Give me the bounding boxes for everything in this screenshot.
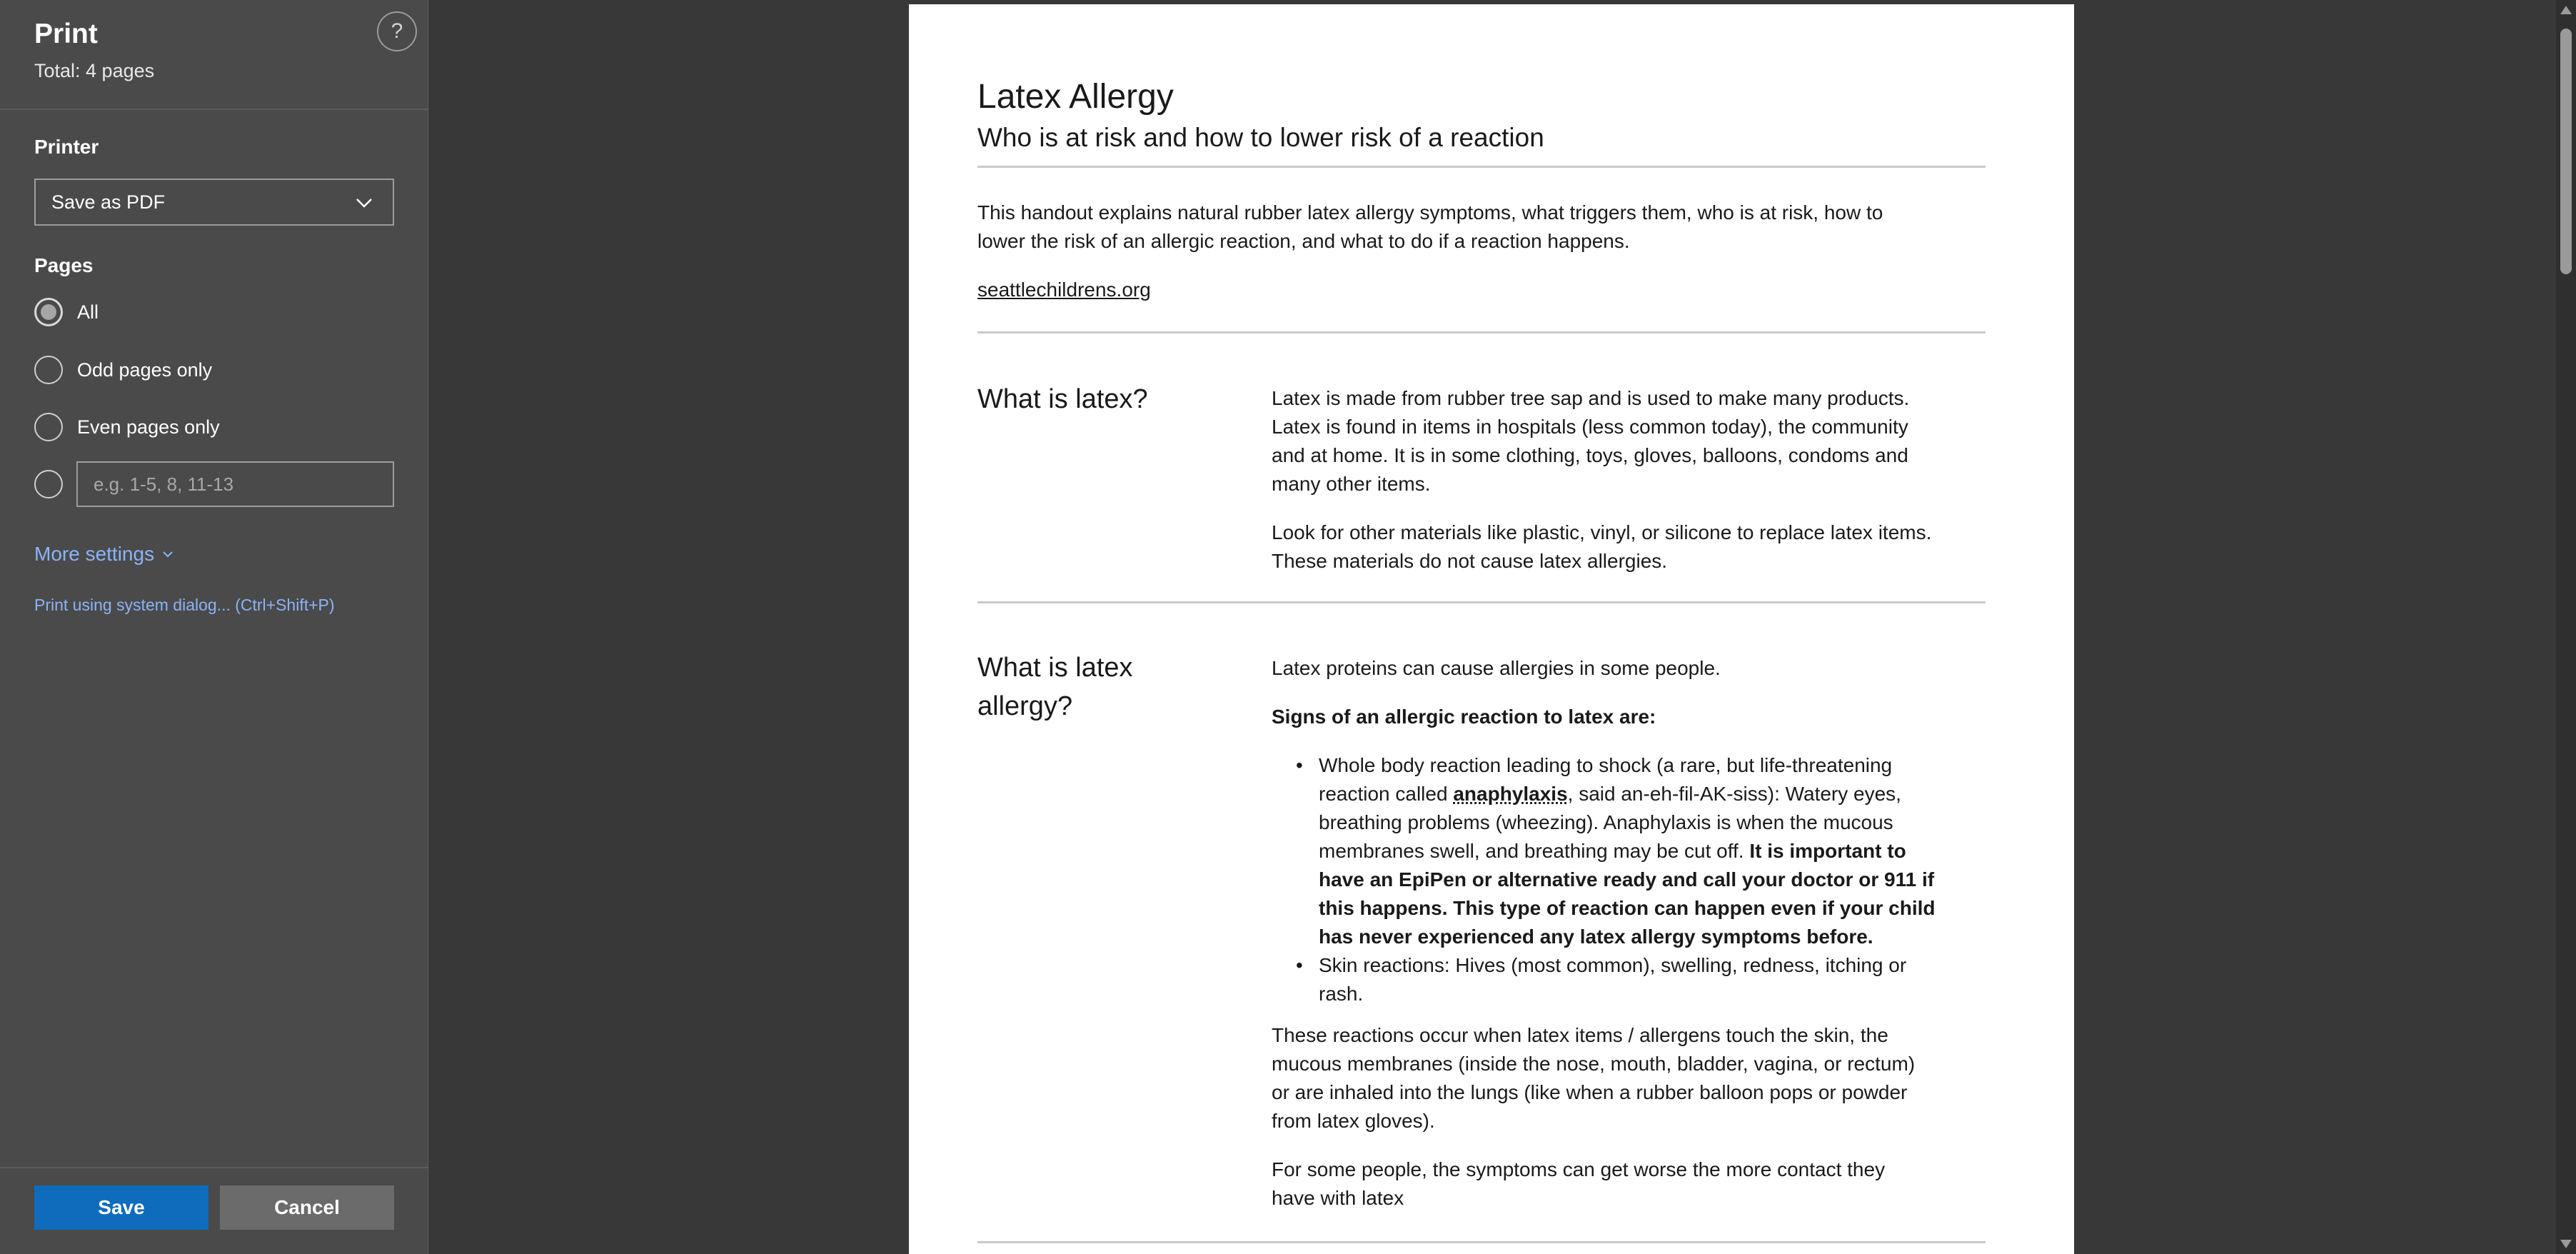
signs-list <box>1296 751 1953 1008</box>
section-heading-what-is-latex-allergy <box>977 648 1133 726</box>
divider <box>977 1241 1986 1243</box>
text-line: breathing problems (wheezing). Anaphylaxis is when the mucous <box>1319 811 1893 833</box>
text-line: Look for other materials like plastic, vinyl, or silicone to replace latex items. <box>1272 521 1932 543</box>
text-span: , said an-eh-fil-AK-siss): Watery eyes, <box>1567 783 1901 805</box>
seattlechildrens-link[interactable]: seattlechildrens.org <box>977 279 1151 301</box>
heading-line: allergy? <box>977 691 1073 721</box>
pages-label: Pages <box>34 254 94 276</box>
text-span: reaction called <box>1319 783 1454 805</box>
text-line: These reactions occur when latex items / allergens touch the skin, the <box>1272 1024 1888 1046</box>
list-item <box>1296 751 1953 951</box>
printer-select[interactable] <box>34 179 394 226</box>
printer-select-value: Save as PDF <box>51 191 166 213</box>
text-line: rash. <box>1319 983 1364 1005</box>
text-line: • Skin reactions: Hives (most common), swelling, redness, itching or <box>1319 954 1907 976</box>
text-line: has never experienced any latex allergy symptoms before. <box>1319 926 1873 948</box>
list-item <box>1296 951 1953 1008</box>
text-line: Latex is made from rubber tree sap and is used to make many products. <box>1272 387 1910 409</box>
text-line: Latex is found in items in hospitals (less common today), the community <box>1272 416 1908 438</box>
cancel-button[interactable]: Cancel <box>220 1185 394 1230</box>
heading-line: What is latex <box>977 653 1133 683</box>
more-settings-label: More settings <box>34 543 155 565</box>
divider <box>977 166 1986 168</box>
document-title: Latex Allergy <box>977 78 1174 116</box>
print-preview[interactable] <box>429 0 2556 1254</box>
divider <box>0 1167 428 1168</box>
divider <box>0 109 428 110</box>
total-pages: Total: 4 pages <box>34 60 155 81</box>
text-line: this happens. This type of reaction can happen even if your child <box>1319 897 1936 919</box>
document-subtitle: Who is at risk and how to lower risk of a reaction <box>977 123 1544 152</box>
section1-paragraph-2 <box>1272 518 2000 576</box>
chevron-down-icon <box>354 193 374 213</box>
system-dialog-link[interactable]: Print using system dialog... (Ctrl+Shift+P) <box>34 596 335 614</box>
section-heading-what-is-latex: What is latex? <box>977 384 1148 414</box>
signs-heading: Signs of an allergic reaction to latex are: <box>1272 706 1656 728</box>
help-icon[interactable]: ? <box>377 11 417 51</box>
radio-custom[interactable] <box>34 470 63 498</box>
pages-option-label: All <box>77 301 99 323</box>
text-line: For some people, the symptoms can get worse the more contact they <box>1272 1158 1886 1180</box>
section1-paragraph-1 <box>1272 384 2000 498</box>
pages-option-all[interactable] <box>34 296 99 328</box>
text-line: or are inhaled into the lungs (like when a rubber balloon pops or powder <box>1272 1081 1908 1103</box>
text-line: This handout explains natural rubber latex allergy symptoms, what triggers them, who is at risk, how to <box>977 201 1883 224</box>
intro-paragraph <box>977 199 2006 256</box>
pages-option-label: Even pages only <box>77 416 220 438</box>
preview-page <box>909 4 2074 1254</box>
print-title: Print <box>34 19 98 49</box>
section2-paragraph-3 <box>1272 1021 2000 1135</box>
bold-span: It is important to <box>1749 840 1906 862</box>
text-line: mucous membranes (inside the nose, mouth, bladder, vagina, or rectum) <box>1272 1053 1916 1075</box>
print-settings-panel <box>0 0 428 1254</box>
section2-paragraph-4 <box>1272 1155 2000 1213</box>
scroll-up-icon[interactable] <box>2560 6 2572 14</box>
text-line: These materials do not cause latex allergies. <box>1272 550 1668 572</box>
anaphylaxis-term[interactable]: anaphylaxis <box>1453 783 1568 805</box>
divider <box>977 331 1986 333</box>
text-line: many other items. <box>1272 473 1431 495</box>
page-range-input[interactable] <box>76 461 394 507</box>
text-line <box>1319 780 1953 808</box>
radio-even[interactable] <box>34 413 63 441</box>
text-span: membranes swell, and breathing may be cut off. <box>1319 840 1750 862</box>
pages-option-even[interactable] <box>34 411 220 443</box>
pages-option-odd[interactable] <box>34 354 212 386</box>
text-line: lower the risk of an allergic reaction, and what to do if a reaction happens. <box>977 230 1630 252</box>
text-line: have an EpiPen or alternative ready and call your doctor or 911 if <box>1319 868 1935 891</box>
text-line: from latex gloves). <box>1272 1110 1435 1132</box>
section2-paragraph-1: Latex proteins can cause allergies in some people. <box>1272 657 1721 679</box>
pages-option-custom[interactable] <box>34 468 63 500</box>
radio-all[interactable] <box>34 298 63 326</box>
printer-label: Printer <box>34 136 99 158</box>
radio-odd[interactable] <box>34 356 63 384</box>
preview-scrollbar[interactable] <box>2556 0 2576 1254</box>
chevron-down-icon <box>161 548 174 561</box>
pages-option-label: Odd pages only <box>77 358 213 381</box>
scrollbar-thumb[interactable] <box>2560 29 2572 274</box>
text-line: • Whole body reaction leading to shock (a rare, but life-threatening <box>1319 754 1893 776</box>
text-line: have with latex <box>1272 1187 1404 1209</box>
divider <box>977 601 1986 603</box>
save-button[interactable]: Save <box>34 1185 208 1230</box>
text-line: and at home. It is in some clothing, toys, gloves, balloons, condoms and <box>1272 444 1908 466</box>
more-settings-link[interactable] <box>34 543 174 566</box>
scroll-down-icon[interactable] <box>2560 1240 2572 1248</box>
text-line <box>1319 837 1953 866</box>
